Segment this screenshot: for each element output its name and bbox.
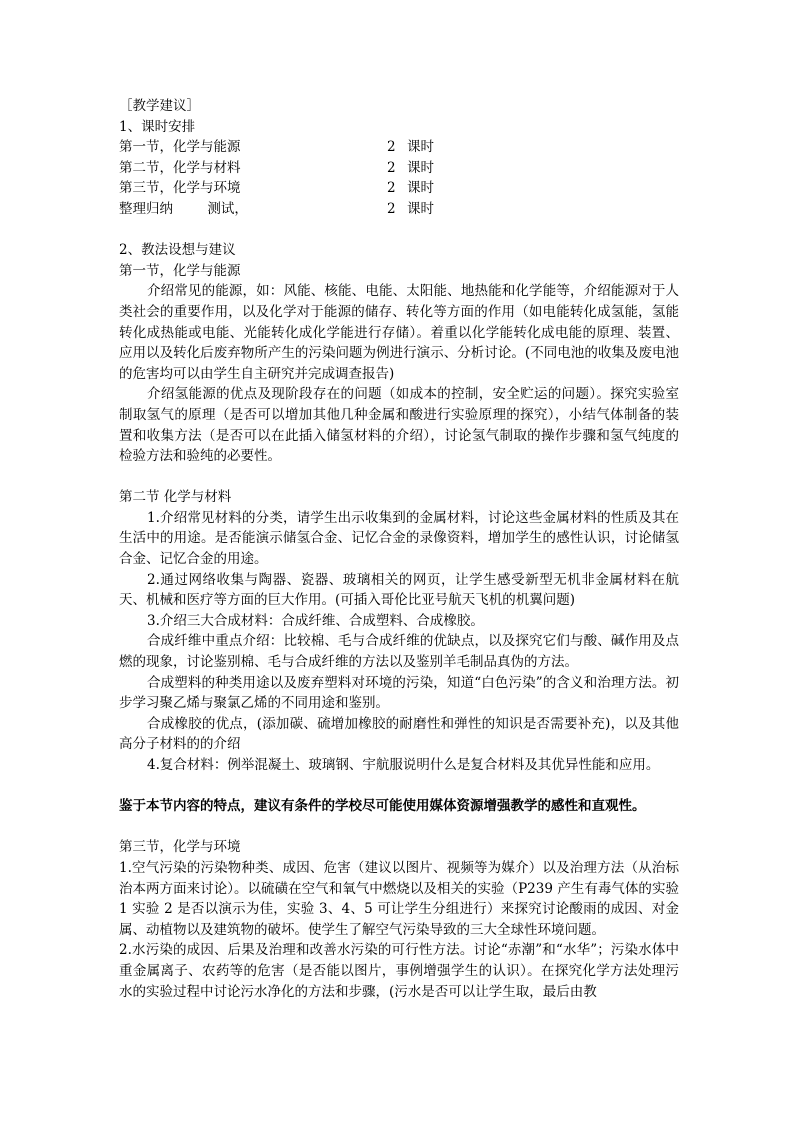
section-1-paragraph: 介绍氢能源的优点及现阶段存在的问题（如成本的控制，安全贮运的问题）。探究实验室制取氢气的原理（是否可以增加其他几种金属和酸进行实验原理的探究），小结气体制备的装置和收集方法（是否可以在此插入储氢材料的介绍），讨论氢气制取的操作步骤和氢气纯度的检验方法和验纯的必要性。: [119, 386, 679, 465]
spacer: [119, 467, 679, 488]
schedule-num: 2: [387, 139, 396, 156]
schedule-unit: 课时: [407, 159, 434, 176]
schedule-num: 2: [387, 200, 396, 217]
section-2-paragraph: 合成塑料的种类用途以及废弃塑料对环境的污染，知道“白色污染”的含义和治理方法。初步学习聚乙烯与聚氯乙烯的不同用途和鉴别。: [119, 674, 679, 712]
bold-note: 鉴于本节内容的特点，建议有条件的学校尽可能使用媒体资源增强教学的感性和直观性。: [119, 798, 646, 815]
schedule-name: 第二节，化学与材料: [119, 159, 241, 176]
section-2-paragraph: 2.通过网络收集与陶器、瓷器、玻璃相关的网页，让学生感受新型无机非金属材料在航天、机械和医疗等方面的巨大作用。(可插入哥伦比亚号航天飞机的机翼问题): [119, 571, 679, 609]
section-3-paragraph: 2.水污染的成因、后果及治理和改善水污染的可行性方法。讨论“赤潮”和“水华”；污染水体中重金属离子、农药等的危害（是否能以图片，事例增强学生的认识）。在探究化学方法处理污水的实验过程中讨论污水净化的方法和步骤，(污水是否可以让学生取，最后由教: [119, 942, 679, 1000]
schedule-num: 2: [387, 180, 396, 197]
schedule-num: 2: [387, 159, 396, 176]
section-2-paragraph: 4.复合材料：例举混凝土、玻璃钢、宇航服说明什么是复合材料及其优异性能和应用。: [147, 757, 660, 773]
section-2-paragraph: 合成纤维中重点介绍：比较棉、毛与合成纤维的优缺点，以及探究它们与酸、碱作用及点燃的现象，讨论鉴别棉、毛与合成纤维的方法以及鉴别羊毛制品真伪的方法。: [119, 633, 679, 671]
section-3-paragraph: 1.空气污染的污染物种类、成因、危害（建议以图片、视频等为媒介）以及治理方法（从治标治本两方面来讨论）。以硫磺在空气和氧气中燃烧以及相关的实验（P239 产生有毒气体的实验 1 实验 2 是否以演示为佳，实验 3、4、5 可让学生分组进行）来探究讨论酸雨的成因、对金属、动植物以及建筑物的破坏。使学生了解空气污染导致的三大全球性环境问题。: [119, 859, 679, 938]
document-heading: ［教学建议］: [119, 98, 200, 114]
section-2-paragraph: 3.介绍三大合成材料：合成纤维、合成塑料、合成橡胶。: [147, 612, 484, 629]
schedule-name: 第一节，化学与能源: [119, 139, 241, 156]
schedule-row: [119, 178, 679, 199]
section-2-paragraph: 1.介绍常见材料的分类，请学生出示收集到的金属材料，讨论这些金属材料的性质及其在生活中的用途。是否能演示储氢合金、记忆合金的录像资料，增加学生的感性认识，讨论储氢合金、记忆合金的用途。: [119, 509, 679, 568]
schedule-name: 第三节，化学与环境: [119, 180, 241, 197]
spacer: [119, 776, 679, 797]
document-page: [119, 96, 679, 1002]
schedule-row: [119, 199, 679, 220]
schedule-unit: 课时: [407, 139, 434, 156]
methods-title: 2、教法设想与建议: [119, 242, 236, 259]
section-1-title: 第一节，化学与能源: [119, 262, 241, 279]
schedule-unit: 课时: [407, 180, 434, 197]
section-1-paragraph: 介绍常见的能源，如：风能、核能、电能、太阳能、地热能和化学能等，介绍能源对于人类社会的重要作用，以及化学对于能源的储存、转化等方面的作用（如电能转化成氢能，氢能转化成热能或电能、光能转化成化学能进行存储）。着重以化学能转化成电能的原理、装置、应用以及转化后废弃物所产生的污染问题为例进行演示、分析讨论。(不同电池的收集及废电池的危害均可以由学生自主研究并完成调查报告): [119, 283, 679, 382]
schedule-name: 整理归纳 测试，: [119, 200, 248, 217]
section-2-paragraph: 合成橡胶的优点，(添加碳、硫增加橡胶的耐磨性和弹性的知识是否需要补充)，以及其他高分子材料的的介绍: [119, 715, 679, 753]
schedule-row: [119, 137, 679, 158]
spacer: [119, 220, 679, 241]
spacer: [119, 817, 679, 838]
section-2-title: 第二节 化学与材料: [119, 489, 232, 506]
section-3-title: 第三节，化学与环境: [119, 839, 241, 856]
schedule-row: [119, 158, 679, 179]
schedule-title: 1、课时安排: [119, 118, 196, 135]
schedule-unit: 课时: [407, 200, 434, 217]
